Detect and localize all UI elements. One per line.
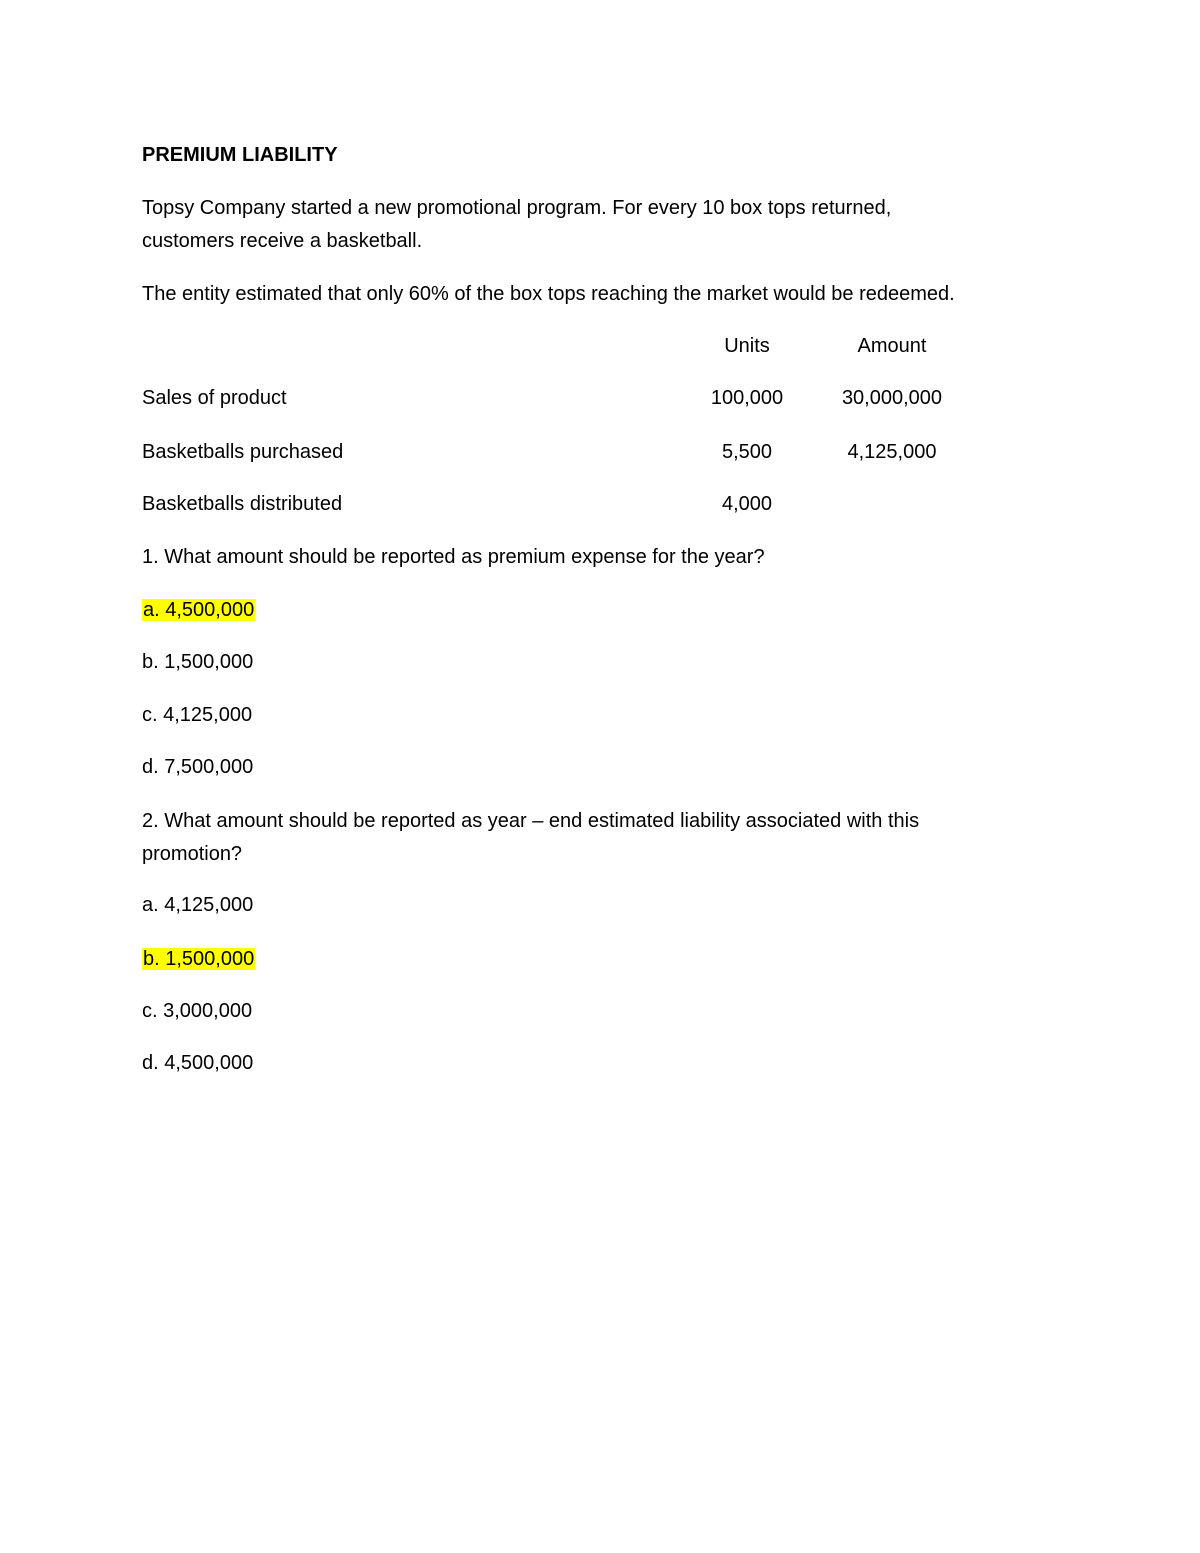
document-page (142, 0, 1042, 1553)
question-1-prompt: 1. What amount should be reported as premium expense for the year? (142, 546, 765, 568)
question-1-choice-a (142, 594, 255, 627)
document-title: PREMIUM LIABILITY (142, 144, 338, 166)
question-2-choice-b (142, 943, 255, 976)
row-label: Basketballs purchased (142, 441, 344, 463)
question-2-prompt-line-2: promotion? (142, 843, 243, 865)
answer-highlight: b. 1,500,000 (143, 948, 255, 970)
question-1-choice-c: c. 4,125,000 (142, 704, 253, 726)
intro-line-1: Topsy Company started a new promotional program. For every 10 box tops returned, (142, 197, 892, 219)
row-label: Sales of product (142, 387, 287, 409)
table-row (142, 488, 1042, 521)
row-amount: 30,000,000 (841, 387, 943, 409)
table-row (142, 382, 1042, 415)
table-header-row (142, 330, 1042, 363)
header-amount: Amount (857, 335, 927, 357)
intro-line-2: customers receive a basketball. (142, 230, 423, 252)
header-units: Units (724, 335, 770, 357)
row-units: 4,000 (721, 493, 773, 515)
table-row (142, 436, 1042, 469)
question-2-prompt-line-1: 2. What amount should be reported as year – end estimated liability associated with this (142, 810, 920, 832)
question-2-choice-a: a. 4,125,000 (142, 894, 254, 916)
row-units: 5,500 (721, 441, 773, 463)
question-2-choice-d: d. 4,500,000 (142, 1052, 254, 1074)
row-amount: 4,125,000 (847, 441, 937, 463)
question-2-choice-c: c. 3,000,000 (142, 1000, 253, 1022)
estimate-statement: The entity estimated that only 60% of the box tops reaching the market would be redeemed. (142, 283, 955, 305)
row-units: 100,000 (710, 387, 784, 409)
question-1-choice-b: b. 1,500,000 (142, 651, 254, 673)
answer-highlight: a. 4,500,000 (143, 599, 255, 621)
question-1-choice-d: d. 7,500,000 (142, 756, 254, 778)
row-label: Basketballs distributed (142, 493, 343, 515)
